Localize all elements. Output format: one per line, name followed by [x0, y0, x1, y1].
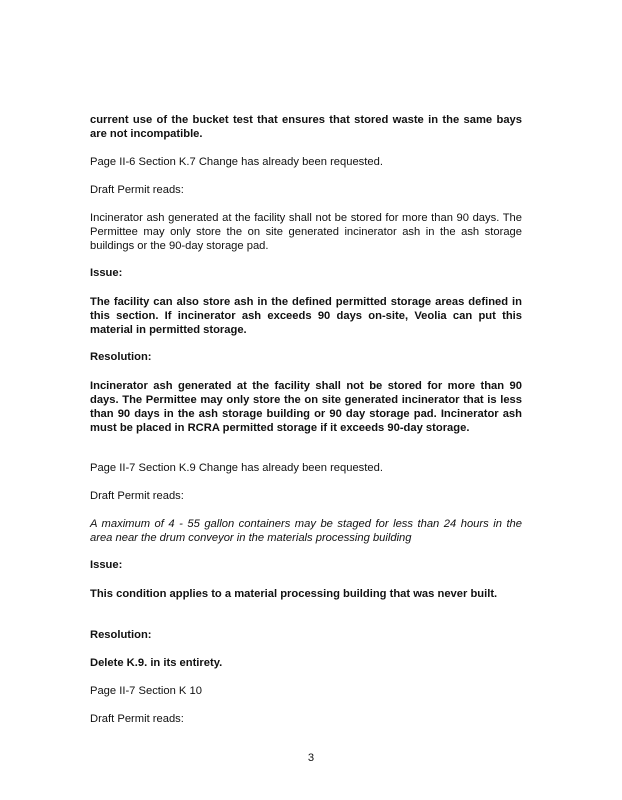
paragraph-issue-k7: The facility can also store ash in the defined permitted storage areas defined in this section. If incinerator ash exceeds 90 days on-site, Veolia can put this material in permitted storage.: [90, 296, 522, 336]
paragraph-draft-permit-3: Draft Permit reads:: [90, 713, 184, 725]
heading-issue-2: Issue:: [90, 559, 123, 571]
paragraph-draft-permit-2: Draft Permit reads:: [90, 490, 184, 502]
paragraph-draft-text-k7: Incinerator ash generated at the facility shall not be stored for more than 90 days. The Permittee may only store the on site generated incinerator ash in the ash storage buildings or the 90-day storage pad.: [90, 212, 522, 252]
paragraph-issue-k9: This condition applies to a material processing building that was never built.: [90, 588, 498, 600]
heading-resolution-1: Resolution:: [90, 351, 152, 363]
paragraph-draft-permit-1: Draft Permit reads:: [90, 184, 184, 196]
paragraph-bucket-test: current use of the bucket test that ensures that stored waste in the same bays are not incompatible.: [90, 114, 522, 140]
paragraph-page-ii6-k7: Page II-6 Section K.7 Change has already been requested.: [90, 156, 383, 168]
paragraph-draft-text-k9: A maximum of 4 - 55 gallon containers may be staged for less than 24 hours in the area near the drum conveyor in the materials processing building: [90, 518, 522, 544]
paragraph-resolution-k9: Delete K.9. in its entirety.: [90, 657, 223, 669]
paragraph-page-ii7-k9: Page II-7 Section K.9 Change has already been requested.: [90, 462, 383, 474]
heading-resolution-2: Resolution:: [90, 629, 152, 641]
paragraph-resolution-k7: Incinerator ash generated at the facility shall not be stored for more than 90 days. The Permittee may only store the on site generated incinerator that is less than 90 days in the ash storage building or 90 day storage pad. Incinerator ash must be placed in RCRA permitted storage if it exceeds 90-day storage.: [90, 380, 522, 434]
paragraph-page-ii7-k10: Page II-7 Section K 10: [90, 685, 202, 697]
heading-issue-1: Issue:: [90, 267, 123, 279]
page-number: 3: [307, 752, 315, 764]
